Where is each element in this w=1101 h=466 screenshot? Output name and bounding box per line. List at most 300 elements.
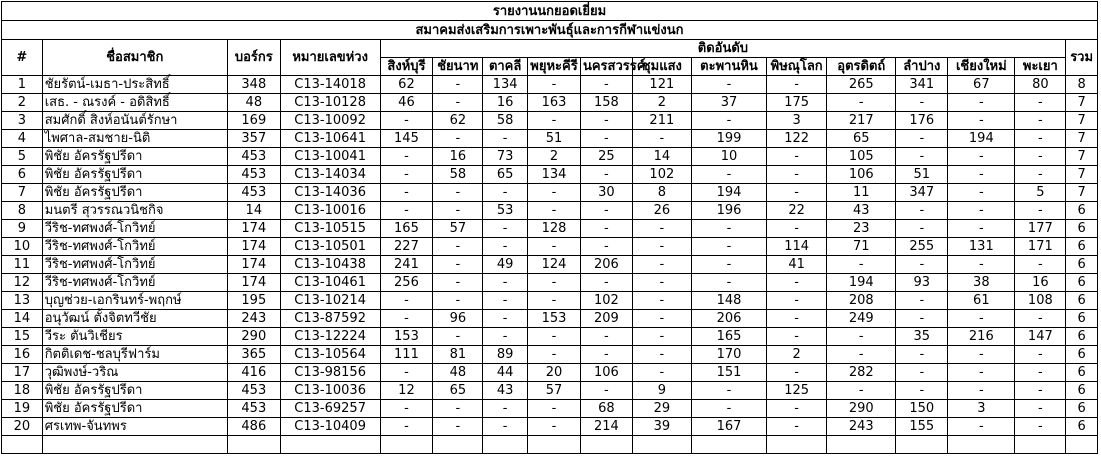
table-row [2,166,1098,184]
race-rank-cell: 58 [483,112,528,130]
race-rank-cell: 105 [827,148,896,166]
table-row [2,256,1098,274]
race-rank-cell: - [580,220,632,238]
race-rank-cell: - [896,202,948,220]
row-number-cell: 17 [2,364,43,382]
race-rank-cell: - [433,292,483,310]
member-name-cell: อนุวัฒน์ ตั้งจิตทวีชัย [42,310,227,328]
race-rank-cell: - [380,166,433,184]
race-rank-cell: - [632,256,691,274]
ring-number-cell: C13-10461 [280,274,380,292]
race-rank-cell: 16 [483,94,528,112]
race-rank-cell: 208 [827,292,896,310]
race-rank-cell: 128 [528,220,581,238]
race-rank-cell: 114 [767,238,827,256]
race-rank-cell: - [767,274,827,292]
row-number-cell: 18 [2,382,43,400]
race-rank-cell: 108 [1015,292,1066,310]
race-rank-cell: 256 [380,274,433,292]
race-rank-cell: - [380,364,433,382]
header-race: สิงห์บุรี [380,58,433,76]
race-rank-cell: - [483,238,528,256]
race-rank-cell: - [380,310,433,328]
race-rank-cell: - [433,202,483,220]
race-rank-cell: - [528,400,581,418]
race-rank-cell: 265 [827,76,896,94]
total-cell: 6 [1066,274,1098,292]
table-row [2,292,1098,310]
race-rank-cell: - [948,364,1015,382]
race-rank-cell: 11 [827,184,896,202]
loft-cell: 453 [227,148,280,166]
loft-cell: 486 [227,418,280,436]
race-rank-cell: 290 [827,400,896,418]
race-rank-cell: 68 [580,400,632,418]
race-rank-cell: - [948,310,1015,328]
race-rank-cell: 167 [691,418,766,436]
total-cell: 6 [1066,202,1098,220]
row-number-cell: 20 [2,418,43,436]
race-rank-cell: - [632,346,691,364]
race-rank-cell: - [896,364,948,382]
race-rank-cell: 53 [483,202,528,220]
race-rank-cell: 145 [380,130,433,148]
race-rank-cell: 62 [433,112,483,130]
race-rank-cell: - [632,292,691,310]
race-rank-cell: - [483,310,528,328]
row-number-cell: 19 [2,400,43,418]
race-rank-cell: - [433,328,483,346]
race-rank-cell: - [632,364,691,382]
race-rank-cell: 171 [1015,238,1066,256]
race-rank-cell: 96 [433,310,483,328]
ring-number-cell: C13-12224 [280,328,380,346]
race-rank-cell: - [580,202,632,220]
race-rank-cell: 155 [896,418,948,436]
row-number-cell: 16 [2,346,43,364]
race-rank-cell: 2 [632,94,691,112]
race-rank-cell: - [380,112,433,130]
race-rank-cell: - [433,400,483,418]
table-row [2,328,1098,346]
race-rank-cell: 43 [827,202,896,220]
race-rank-cell: - [948,166,1015,184]
race-rank-cell: - [767,76,827,94]
race-rank-cell: - [483,274,528,292]
race-rank-cell: - [691,112,766,130]
race-rank-cell: 14 [632,148,691,166]
member-name-cell: สมศักดิ์ สิงห์อนันต์รักษา [42,112,227,130]
total-cell: 6 [1066,256,1098,274]
race-rank-cell: - [691,166,766,184]
member-name-cell: พิชัย อัครรัฐปรีดา [42,382,227,400]
race-rank-cell: 3 [767,112,827,130]
race-rank-cell: - [1015,310,1066,328]
race-rank-cell: - [483,418,528,436]
row-number-cell: 10 [2,238,43,256]
total-cell: 7 [1066,94,1098,112]
race-rank-cell: - [767,400,827,418]
race-rank-cell: 49 [483,256,528,274]
ring-number-cell: C13-10515 [280,220,380,238]
table-row [2,94,1098,112]
total-cell: 6 [1066,346,1098,364]
race-rank-cell: - [948,184,1015,202]
row-number-cell: 9 [2,220,43,238]
race-rank-cell: 67 [948,76,1015,94]
loft-cell: 348 [227,76,280,94]
race-rank-cell: - [827,94,896,112]
race-rank-cell: 147 [1015,328,1066,346]
race-rank-cell: - [896,256,948,274]
race-rank-cell: - [632,310,691,328]
ring-number-cell: C13-10128 [280,94,380,112]
row-number-cell: 15 [2,328,43,346]
member-name-cell: เสธ. - ณรงค์ - อดิสิทธิ์ [42,94,227,112]
race-rank-cell: - [948,148,1015,166]
member-name-cell: วีริช-ทศพงศ์-โกวิทย์ [42,256,227,274]
row-number-cell: 3 [2,112,43,130]
member-name-cell: ไพศาล-สมชาย-นิติ [42,130,227,148]
race-rank-cell: - [528,292,581,310]
ring-number-cell: C13-10564 [280,346,380,364]
race-rank-cell: - [580,328,632,346]
race-rank-cell: - [896,130,948,148]
race-rank-cell: 194 [948,130,1015,148]
loft-cell: 195 [227,292,280,310]
member-name-cell: พิชัย อัครรัฐปรีดา [42,400,227,418]
race-rank-cell: 177 [1015,220,1066,238]
race-rank-cell: 10 [691,148,766,166]
race-rank-cell: - [580,238,632,256]
race-rank-cell: - [483,328,528,346]
member-name-cell: ศรเทพ-จันทพร [42,418,227,436]
header-ranked: ติดอันดับ [380,40,1066,58]
loft-cell: 174 [227,220,280,238]
race-rank-cell: - [896,292,948,310]
race-rank-cell: - [433,184,483,202]
row-number-cell: 14 [2,310,43,328]
race-rank-cell: 165 [691,328,766,346]
race-rank-cell: - [483,184,528,202]
race-rank-cell: 106 [827,166,896,184]
row-number-cell: 7 [2,184,43,202]
race-rank-cell: - [896,94,948,112]
loft-cell: 174 [227,238,280,256]
race-rank-cell: - [528,346,581,364]
race-rank-cell: 48 [433,364,483,382]
race-rank-cell: 131 [948,238,1015,256]
race-rank-cell: 39 [632,418,691,436]
race-rank-cell: 65 [483,166,528,184]
race-rank-cell: - [896,346,948,364]
table-row [2,130,1098,148]
race-rank-cell: - [1015,364,1066,382]
race-rank-cell: 51 [528,130,581,148]
header-race: เชียงใหม่ [948,58,1015,76]
race-rank-cell: 16 [433,148,483,166]
race-rank-cell: 347 [896,184,948,202]
race-rank-cell: - [433,238,483,256]
race-rank-cell: - [767,148,827,166]
race-rank-cell: 153 [528,310,581,328]
table-row [2,310,1098,328]
loft-cell: 416 [227,364,280,382]
table-row [2,202,1098,220]
race-rank-cell: 57 [528,382,581,400]
race-rank-cell: - [767,418,827,436]
header-race: ชุมแสง [632,58,691,76]
ring-number-cell: C13-10501 [280,238,380,256]
member-name-cell: วีระ ตันวิเชียร [42,328,227,346]
race-rank-cell: - [580,346,632,364]
race-rank-cell: - [433,76,483,94]
race-rank-cell: - [896,148,948,166]
row-number-cell: 11 [2,256,43,274]
race-rank-cell: 194 [691,184,766,202]
race-rank-cell: 194 [827,274,896,292]
race-rank-cell: - [1015,94,1066,112]
race-rank-cell: 16 [1015,274,1066,292]
race-rank-cell: - [433,418,483,436]
race-rank-cell: - [948,256,1015,274]
total-cell: 6 [1066,382,1098,400]
loft-cell: 453 [227,382,280,400]
total-cell: 7 [1066,112,1098,130]
race-rank-cell: 5 [1015,184,1066,202]
total-cell: 7 [1066,130,1098,148]
report-title: รายงานนกยอดเยี่ยม [2,2,1098,21]
race-rank-cell: 58 [433,166,483,184]
total-cell: 6 [1066,418,1098,436]
race-rank-cell: 227 [380,238,433,256]
race-rank-cell: 165 [380,220,433,238]
race-rank-cell: - [528,328,581,346]
row-number-cell: 6 [2,166,43,184]
race-rank-cell: - [827,328,896,346]
member-name-cell: พิชัย อัครรัฐปรีดา [42,148,227,166]
row-number-cell: 4 [2,130,43,148]
race-rank-cell: 93 [896,274,948,292]
race-rank-cell: 175 [767,94,827,112]
race-rank-cell: - [483,220,528,238]
race-rank-cell: 170 [691,346,766,364]
loft-cell: 174 [227,256,280,274]
race-rank-cell: 81 [433,346,483,364]
total-cell: 6 [1066,238,1098,256]
header-race: ตะพานหิน [691,58,766,76]
total-cell: 6 [1066,328,1098,346]
table-row [2,418,1098,436]
loft-cell: 453 [227,184,280,202]
race-rank-cell: 102 [632,166,691,184]
race-rank-cell: - [948,346,1015,364]
loft-cell: 14 [227,202,280,220]
total-cell: 6 [1066,364,1098,382]
race-rank-cell: - [767,292,827,310]
race-rank-cell: - [691,274,766,292]
race-rank-cell: 41 [767,256,827,274]
race-rank-cell: 148 [691,292,766,310]
race-rank-cell: - [1015,400,1066,418]
race-rank-cell: - [433,274,483,292]
race-rank-cell: - [433,94,483,112]
race-rank-cell: - [632,130,691,148]
race-rank-cell: - [827,382,896,400]
race-rank-cell: 111 [380,346,433,364]
race-rank-cell: 2 [767,346,827,364]
organization-title: สมาคมส่งเสริมการเพาะพันธุ์และการกีฬาแข่งนก [2,21,1098,40]
race-rank-cell: 199 [691,130,766,148]
race-rank-cell: 25 [580,148,632,166]
row-number-cell: 12 [2,274,43,292]
race-rank-cell: - [580,382,632,400]
race-rank-cell: - [767,184,827,202]
row-number-cell: 8 [2,202,43,220]
race-rank-cell: - [827,256,896,274]
race-rank-cell: 125 [767,382,827,400]
race-rank-cell: - [580,76,632,94]
race-rank-cell: - [580,112,632,130]
race-rank-cell: - [433,130,483,148]
race-rank-cell: - [767,220,827,238]
ring-number-cell: C13-98156 [280,364,380,382]
header-loft: บอร์กร [227,40,280,76]
race-rank-cell: - [380,292,433,310]
race-rank-cell: - [380,418,433,436]
race-rank-cell: - [1015,130,1066,148]
race-rank-cell: - [896,310,948,328]
table-row [2,382,1098,400]
race-rank-cell: 255 [896,238,948,256]
header-race: ลำปาง [896,58,948,76]
race-rank-cell: - [483,292,528,310]
race-rank-cell: - [691,382,766,400]
race-rank-cell: - [528,238,581,256]
race-rank-cell: 30 [580,184,632,202]
race-rank-cell: - [691,238,766,256]
table-row [2,346,1098,364]
member-name-cell: กิตติเดช-ชลบุรีฟาร์ม [42,346,227,364]
loft-cell: 453 [227,400,280,418]
race-rank-cell: 124 [528,256,581,274]
total-cell: 7 [1066,166,1098,184]
race-rank-cell: - [948,202,1015,220]
race-rank-cell: - [1015,166,1066,184]
race-rank-cell: - [827,346,896,364]
header-race: นครสวรรค์ [580,58,632,76]
race-rank-cell: - [483,130,528,148]
table-row [2,76,1098,94]
ring-number-cell: C13-10214 [280,292,380,310]
race-rank-cell: 134 [528,166,581,184]
total-cell: 7 [1066,148,1098,166]
top-birds-table [1,1,1098,454]
race-rank-cell: - [896,220,948,238]
table-row [2,220,1098,238]
race-rank-cell: - [1015,112,1066,130]
race-rank-cell: 196 [691,202,766,220]
race-rank-cell: - [580,274,632,292]
ring-number-cell: C13-14036 [280,184,380,202]
table-row [2,112,1098,130]
race-rank-cell: - [380,148,433,166]
ring-number-cell: C13-10016 [280,202,380,220]
race-rank-cell: 214 [580,418,632,436]
race-rank-cell: 57 [433,220,483,238]
ring-number-cell: C13-10041 [280,148,380,166]
race-rank-cell: 80 [1015,76,1066,94]
race-rank-cell: - [580,166,632,184]
member-name-cell: วีริช-ทศพงศ์-โกวิทย์ [42,220,227,238]
race-rank-cell: 44 [483,364,528,382]
race-rank-cell: 151 [691,364,766,382]
race-rank-cell: 150 [896,400,948,418]
ring-number-cell: C13-10036 [280,382,380,400]
total-cell: 6 [1066,400,1098,418]
ring-number-cell: C13-69257 [280,400,380,418]
member-name-cell: มนตรี สุวรรณวนิชกิจ [42,202,227,220]
member-name-cell: วุฒิพงษ์-วริณ [42,364,227,382]
header-total: รวม [1066,40,1098,76]
total-cell: 7 [1066,184,1098,202]
member-name-cell: พิชัย อัครรัฐปรีดา [42,184,227,202]
race-rank-cell: - [948,112,1015,130]
race-rank-cell: - [483,400,528,418]
race-rank-cell: - [691,400,766,418]
row-number-cell: 1 [2,76,43,94]
total-cell: 6 [1066,310,1098,328]
race-rank-cell: 35 [896,328,948,346]
race-rank-cell: - [948,418,1015,436]
total-cell: 6 [1066,220,1098,238]
race-rank-cell: - [380,202,433,220]
race-rank-cell: 153 [380,328,433,346]
member-name-cell: วีริช-ทศพงศ์-โกวิทย์ [42,238,227,256]
race-rank-cell: 73 [483,148,528,166]
race-rank-cell: - [767,364,827,382]
loft-cell: 357 [227,130,280,148]
header-race: ตาคลี [483,58,528,76]
total-cell: 6 [1066,292,1098,310]
race-rank-cell: 89 [483,346,528,364]
loft-cell: 453 [227,166,280,184]
race-rank-cell: 341 [896,76,948,94]
table-row [2,400,1098,418]
ring-number-cell: C13-87592 [280,310,380,328]
race-rank-cell: - [1015,256,1066,274]
header-number: # [2,40,43,76]
race-rank-cell: 65 [827,130,896,148]
table-row [2,274,1098,292]
race-rank-cell: - [380,184,433,202]
race-rank-cell: 37 [691,94,766,112]
race-rank-cell: 216 [948,328,1015,346]
race-rank-cell: - [632,274,691,292]
race-rank-cell: 22 [767,202,827,220]
race-rank-cell: - [691,220,766,238]
header-member-name: ชื่อสมาชิก [42,40,227,76]
race-rank-cell: 209 [580,310,632,328]
race-rank-cell: 217 [827,112,896,130]
loft-cell: 365 [227,346,280,364]
ring-number-cell: C13-10092 [280,112,380,130]
race-rank-cell: 121 [632,76,691,94]
race-rank-cell: - [1015,382,1066,400]
race-rank-cell: 2 [528,148,581,166]
race-rank-cell: - [632,238,691,256]
race-rank-cell: - [528,418,581,436]
